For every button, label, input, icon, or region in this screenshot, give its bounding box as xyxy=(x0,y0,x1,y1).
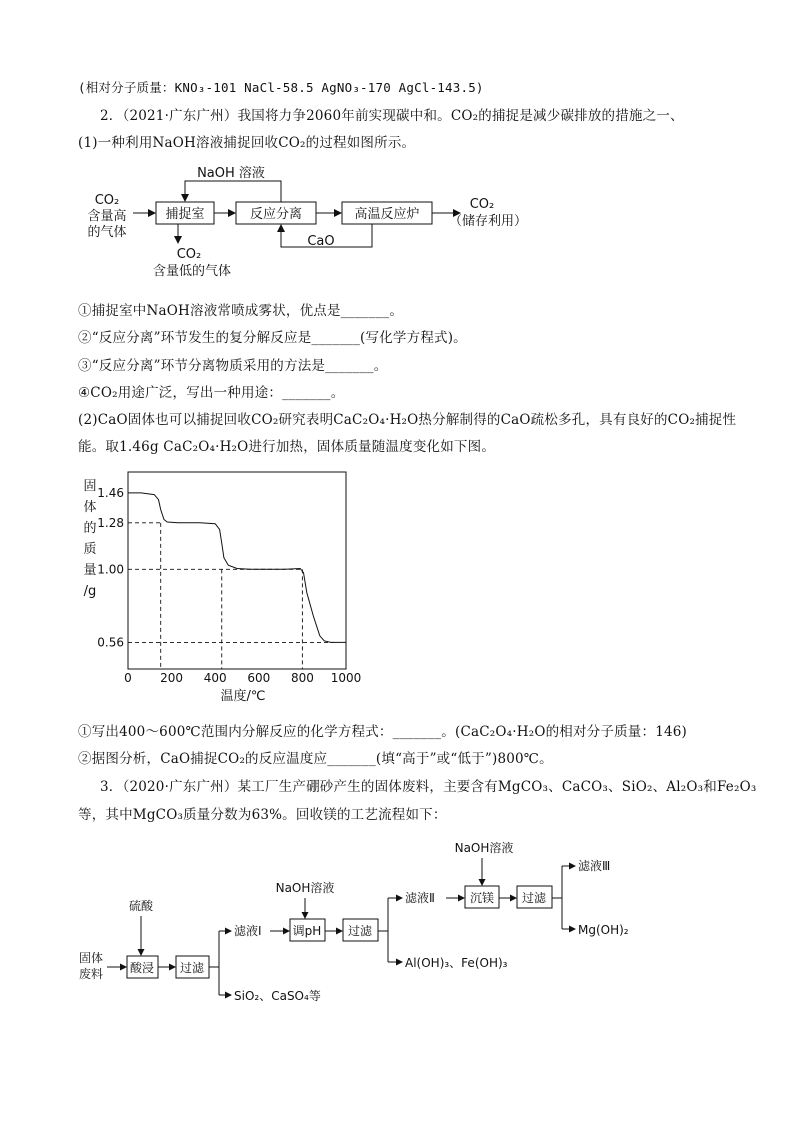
q3-intro-line1: 3．（2020·广东广州）某工厂生产硼砂产生的固体废料，主要含有MgCO₃、CaCO₃、SiO₂、Al₂O₃和Fe₂O₃ xyxy=(100,779,757,795)
flow1-input-high: 含量高 xyxy=(87,209,127,224)
q2-sub4: ④CO₂用途广泛，写出一种用途：_______。 xyxy=(78,385,345,401)
reaction-separation-label: 反应分离 xyxy=(249,207,303,222)
q2-part1: (1)一种利用NaOH溶液捕捉回收CO₂的过程如图所示。 xyxy=(78,135,416,151)
residue2-label: Al(OH)₃、Fe(OH)₃ xyxy=(405,956,508,970)
filtrate1-label: 滤液Ⅰ xyxy=(234,924,262,938)
flow2-input-solid: 固体 xyxy=(78,951,104,965)
flow1-output-co2: CO₂ xyxy=(469,197,495,212)
chart-ylabel-char: 固 xyxy=(83,479,97,494)
flow1-input-co2: CO₂ xyxy=(94,193,120,208)
chart-xtick-400: 400 xyxy=(203,671,227,685)
q2-sub3: ③“反应分离”环节分离物质采用的方法是_______。 xyxy=(78,358,388,374)
acid-leach-label: 酸浸 xyxy=(129,961,155,975)
naoh-solution-label: NaOH 溶液 xyxy=(197,166,265,181)
q2-sub1: ①捕捉室中NaOH溶液常喷成雾状，优点是_______。 xyxy=(78,303,404,319)
precipitate-mg-label: 沉镁 xyxy=(469,891,495,905)
q2-sub6: ②据图分析，CaO捕捉CO₂的反应温度应_______(填“高于”或“低于”)800℃。 xyxy=(78,751,553,767)
q2-sub2: ②“反应分离”环节发生的复分解反应是_______(写化学方程式)。 xyxy=(78,330,467,346)
product-label: Mg(OH)₂ xyxy=(578,923,629,937)
chart-xtick-600: 600 xyxy=(247,671,271,685)
chart-ytick-0.56: 0.56 xyxy=(97,635,124,650)
chart-xtick-1000: 1000 xyxy=(330,671,362,685)
flow1-low-co2: CO₂ xyxy=(176,247,202,262)
chart-ylabel-char: /g xyxy=(83,584,97,599)
chart-xtick-200: 200 xyxy=(160,671,184,685)
chart-ytick-1.00: 1.00 xyxy=(97,562,124,577)
chart-xtick-0: 0 xyxy=(124,671,132,685)
q2-intro: 2．（2021·广东广州）我国将力争2060年前实现碳中和。CO₂的捕捉是减少碳排放的措施之一、 xyxy=(100,108,684,124)
chart-xlabel: 温度/℃ xyxy=(220,689,266,704)
capture-room-label: 捕捉室 xyxy=(165,207,205,222)
q2-sub5: ①写出400～600℃范围内分解反应的化学方程式：_______。(CaC₂O₄·H₂O的相对分子质量：146) xyxy=(78,724,688,740)
filtrate2-label: 滤液Ⅱ xyxy=(405,891,435,905)
naoh2-label: NaOH溶液 xyxy=(454,841,514,855)
chart-ylabel-char: 体 xyxy=(83,500,97,515)
filter2-label: 过滤 xyxy=(347,924,373,938)
naoh1-label: NaOH溶液 xyxy=(275,881,335,895)
flow1-low-gas: 含量低的气体 xyxy=(152,264,232,279)
q3-intro-line2: 等，其中MgCO₃质量分数为63%。回收镁的工艺流程如下： xyxy=(78,807,447,823)
header-line: (相对分子质量：KNO₃-101 NaCl-58.5 AgNO₃-170 AgCl-143.5) xyxy=(78,80,484,95)
filtrate3-label: 滤液Ⅲ xyxy=(578,859,611,873)
q2-part2-line1: (2)CaO固体也可以捕捉回收CO₂研究表明CaC₂O₄·H₂O热分解制得的CaO疏松多孔，具有良好的CO₂捕捉性 xyxy=(78,412,737,428)
residue1-label: SiO₂、CaSO₄等 xyxy=(234,989,321,1003)
furnace-label: 高温反应炉 xyxy=(354,207,420,222)
chart-ytick-1.46: 1.46 xyxy=(97,485,124,500)
flow1-input-gas: 的气体 xyxy=(87,225,127,240)
chart-ylabel-char: 量 xyxy=(83,563,97,578)
filter3-label: 过滤 xyxy=(521,891,547,905)
adjust-ph-label: 调pH xyxy=(292,924,322,938)
chart-ytick-1.28: 1.28 xyxy=(97,515,124,530)
q2-part2-line2: 能。取1.46g CaC₂O₄·H₂O进行加热，固体质量随温度变化如下图。 xyxy=(78,439,496,455)
chart-ylabel-char: 的 xyxy=(83,521,97,536)
flow1-output-storage: （储存利用） xyxy=(448,214,528,229)
sulfuric-acid-label: 硫酸 xyxy=(128,899,154,913)
cao-label: CaO xyxy=(307,234,335,249)
chart-ylabel-char: 质 xyxy=(83,542,97,557)
chart-xtick-800: 800 xyxy=(290,671,314,685)
filter1-label: 过滤 xyxy=(179,961,205,975)
flow2-input-waste: 废料 xyxy=(78,967,104,981)
